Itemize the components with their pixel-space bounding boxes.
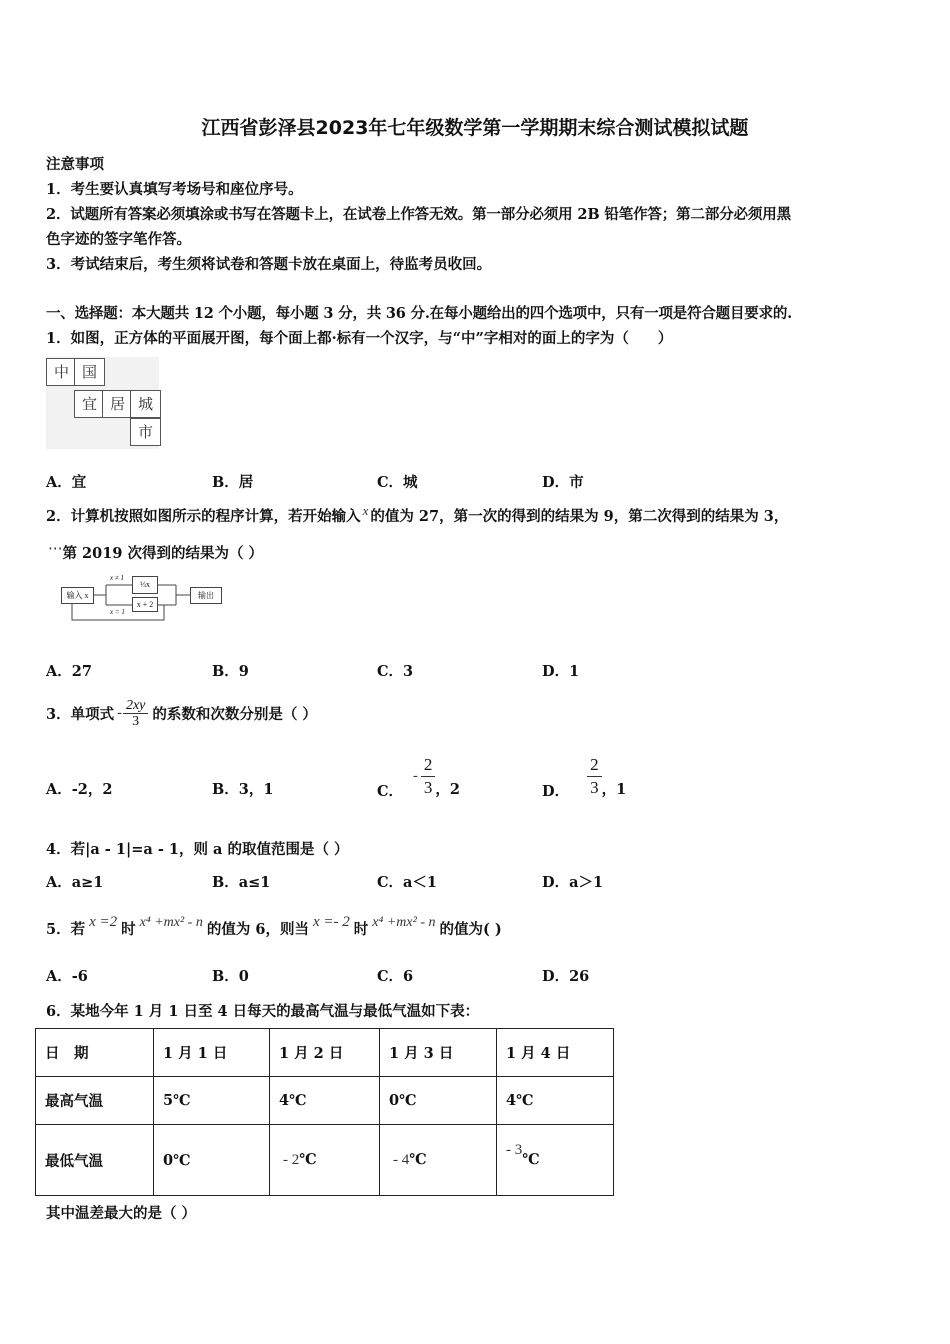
- q4-stem: 4．若|a - 1|=a - 1，则 a 的取值范围是（ ）: [46, 841, 349, 858]
- q5-part: 的值为( ): [439, 921, 502, 938]
- notice-item: 色字迹的签字笔作答。: [46, 231, 191, 248]
- option-d: D．1: [542, 663, 580, 680]
- low-value: - 2: [283, 1152, 300, 1168]
- option-c-tail: ，2: [435, 780, 460, 798]
- q2-stem-line2: [48, 542, 263, 563]
- q5-part: 时: [121, 921, 136, 938]
- option-c-fraction: [421, 754, 436, 799]
- q2-stem-a: 2．计算机按照如图所示的程序计算，若开始输入: [46, 508, 361, 525]
- ellipsis: ⋯: [48, 541, 63, 557]
- flow-input-box: 输入 x: [61, 587, 94, 604]
- q5-expr: x =2: [89, 914, 118, 930]
- unit: ℃: [299, 1151, 317, 1168]
- table-row: [36, 1029, 614, 1077]
- table-cell: [497, 1125, 614, 1196]
- table-header-cell: 1 月 3 日: [380, 1029, 497, 1077]
- option-a: A．a≥1: [46, 874, 104, 891]
- table-header-cell: 1 月 4 日: [497, 1029, 614, 1077]
- table-header-cell: 1 月 1 日: [154, 1029, 270, 1077]
- q2-stem: [46, 505, 788, 526]
- flow-output-box: 输出: [190, 587, 222, 604]
- page-title: 江西省彭泽县2023年七年级数学第一学期期末综合测试模拟试题: [201, 117, 749, 139]
- option-c: [377, 752, 460, 800]
- low-value: - 4: [393, 1152, 410, 1168]
- q5-part: 时: [353, 921, 369, 938]
- q5-expr: x =- 2: [312, 914, 350, 930]
- q3-stem-b: 的系数和次数分别是（ ）: [152, 705, 317, 723]
- notice-heading: 注意事项: [46, 156, 104, 173]
- option-c: C．a＜1: [377, 874, 438, 891]
- row-label: 最高气温: [36, 1077, 154, 1125]
- section-heading: 一、选择题：本大题共 12 个小题，每小题 3 分，共 36 分.在每小题给出的四个选项中，只有一项是符合题目要求的.: [46, 305, 793, 322]
- q5-stem: [46, 914, 502, 939]
- option-c: C．6: [377, 968, 414, 985]
- q6-question: 其中温差最大的是（ ）: [46, 1205, 197, 1222]
- option-b: B．9: [212, 663, 249, 680]
- notice-item: 1．考生要认真填写考场号和座位序号。: [46, 181, 303, 198]
- option-c-sign: -: [413, 767, 418, 784]
- flow-cond1: x ≠ 1: [110, 574, 124, 582]
- option-c-den: 3: [421, 776, 436, 799]
- q2-stem-b: 的值为 27，第一次的得到的结果为 9，第二次得到的结果为 3，: [370, 508, 789, 525]
- net-cell: 宜: [74, 390, 105, 418]
- option-a: A．宜: [46, 474, 87, 491]
- net-cell: 国: [74, 358, 105, 386]
- option-b: B．0: [212, 968, 249, 985]
- option-b: B．居: [212, 474, 254, 491]
- option-d-den: 3: [587, 776, 602, 799]
- row-label: 最低气温: [36, 1125, 154, 1196]
- q5-expr: x⁴ +mx² - n: [139, 915, 203, 930]
- cube-net-figure: [46, 357, 159, 449]
- option-d-num: 2: [590, 754, 599, 774]
- option-c-num: 2: [423, 754, 433, 774]
- table-cell: 4℃: [270, 1077, 380, 1125]
- table-header-cell: 1 月 2 日: [270, 1029, 380, 1077]
- q3-stem-a: 3．单项式: [46, 705, 115, 723]
- option-d-tail: ，1: [601, 780, 627, 798]
- option-d-fraction: [587, 754, 602, 799]
- option-b: B．a≤1: [212, 874, 271, 891]
- option-d: [542, 752, 626, 800]
- option-c: C．城: [377, 474, 418, 491]
- option-c: C．3: [377, 663, 414, 680]
- q5-expr: x⁴ +mx² - n: [372, 915, 436, 930]
- unit: ℃: [409, 1151, 427, 1168]
- option-c-label: C．: [377, 782, 404, 800]
- net-cell: 市: [130, 418, 161, 446]
- low-value: - 3: [506, 1142, 523, 1158]
- flow-op2-box: x + 2: [132, 597, 158, 612]
- table-cell: 4℃: [497, 1077, 614, 1125]
- table-row: [36, 1077, 614, 1125]
- q3-minus: -: [117, 704, 122, 721]
- option-d: D．26: [542, 968, 590, 985]
- notice-item: 2．试题所有答案必须填涂或书写在答题卡上，在试卷上作答无效。第一部分必须用 2B 铅笔作答；第二部分必须用黑: [46, 206, 791, 223]
- flowchart-figure: [60, 574, 224, 626]
- table-cell: [380, 1125, 497, 1196]
- option-d-label: D．: [542, 782, 570, 800]
- q1-stem: 1．如图，正方体的平面展开图，每个面上都·标有一个汉字，与“中”字相对的面上的字为（ ）: [46, 330, 673, 347]
- q3-stem: [46, 693, 317, 733]
- option-a: A．-6: [46, 968, 88, 985]
- unit: ℃: [522, 1151, 540, 1168]
- q6-stem: 6．某地今年 1 月 1 日至 4 日每天的最高气温与最低气温如下表：: [46, 1003, 480, 1020]
- q2-stem-c: 第 2019 次得到的结果为（ ）: [62, 545, 263, 562]
- table-header-cell: 日 期: [36, 1029, 154, 1077]
- table-row: [36, 1125, 614, 1196]
- q3-frac-den: 3: [123, 713, 148, 729]
- option-a: A．27: [46, 663, 92, 680]
- option-a: A．-2，2: [46, 781, 113, 798]
- table-cell: 0℃: [380, 1077, 497, 1125]
- temperature-table: [35, 1028, 614, 1196]
- q3-frac-num: 2xy: [125, 697, 146, 713]
- q5-part: 5．若: [46, 921, 86, 938]
- flow-cond2: x = 1: [110, 608, 125, 616]
- option-d: D．a＞1: [542, 874, 604, 891]
- q2-var: x: [362, 503, 369, 518]
- option-b: B．3，1: [212, 781, 274, 798]
- net-cell: 居: [102, 390, 133, 418]
- table-cell: [270, 1125, 380, 1196]
- net-cell: 中: [46, 358, 77, 386]
- flow-op1-box: ⅓x: [132, 576, 158, 594]
- q3-fraction: [123, 698, 148, 729]
- notice-item: 3．考试结束后，考生须将试卷和答题卡放在桌面上，待监考员收回。: [46, 256, 492, 273]
- table-cell: 0℃: [154, 1125, 270, 1196]
- table-cell: 5℃: [154, 1077, 270, 1125]
- q5-part: 的值为 6，则当: [206, 921, 309, 938]
- net-cell: 城: [130, 390, 161, 418]
- option-d: D．市: [542, 474, 584, 491]
